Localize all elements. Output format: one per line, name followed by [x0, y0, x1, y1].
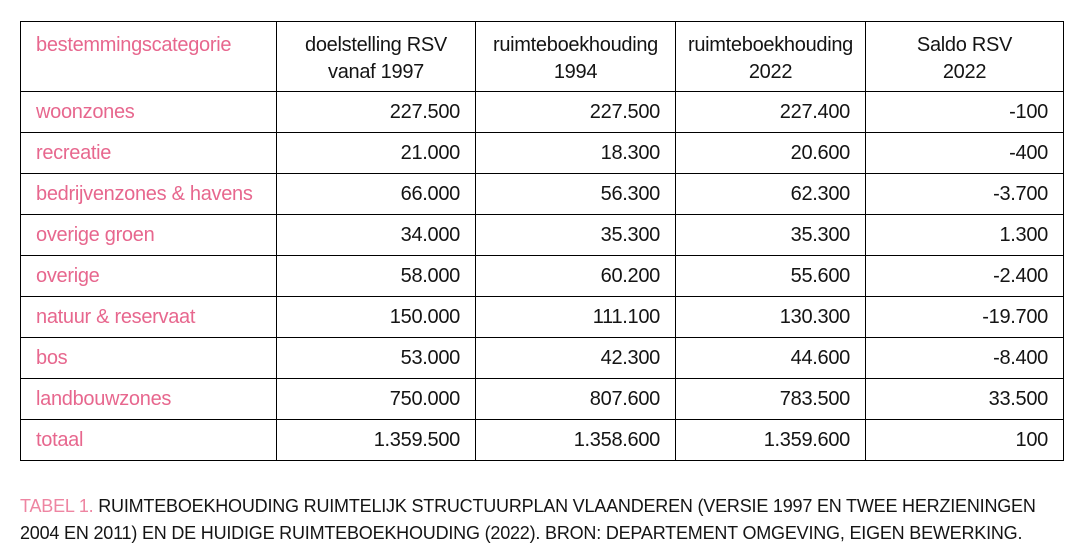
value-cell: 66.000: [277, 174, 476, 215]
value-cell: -2.400: [866, 256, 1064, 297]
value-cell: 44.600: [676, 338, 866, 379]
value-cell: 34.000: [277, 215, 476, 256]
value-cell: 1.359.600: [676, 420, 866, 461]
table-row: [21, 338, 1064, 379]
category-cell: totaal: [21, 420, 277, 461]
value-cell: -3.700: [866, 174, 1064, 215]
column-header-label: ruimteboekhouding: [687, 34, 854, 56]
column-header-sublabel: vanaf 1997: [328, 61, 424, 83]
value-cell: 100: [866, 420, 1064, 461]
value-cell: -400: [866, 133, 1064, 174]
caption-label: TABEL 1.: [20, 496, 94, 516]
category-cell: recreatie: [21, 133, 277, 174]
value-cell: 150.000: [277, 297, 476, 338]
value-cell: 58.000: [277, 256, 476, 297]
column-header-ruimteboekhouding-2022: [676, 22, 866, 92]
value-cell: 1.300: [866, 215, 1064, 256]
table-row: [21, 379, 1064, 420]
table-row: [21, 174, 1064, 215]
category-cell: landbouwzones: [21, 379, 277, 420]
column-header-sublabel: 2022: [942, 61, 987, 83]
value-cell: 53.000: [277, 338, 476, 379]
value-cell: 35.300: [676, 215, 866, 256]
column-header-bestemmingscategorie: [21, 22, 277, 92]
header-row: [21, 22, 1064, 92]
value-cell: 1.359.500: [277, 420, 476, 461]
value-cell: -19.700: [866, 297, 1064, 338]
value-cell: 130.300: [676, 297, 866, 338]
column-header-label: Saldo RSV: [916, 34, 1013, 56]
table-caption: [20, 493, 1063, 547]
caption-text-1: RUIMTEBOEKHOUDING RUIMTELIJK STRUCTUURPLAN VLAANDEREN (VERSIE 1997 EN TWEE HERZIENINGEN: [93, 496, 1036, 516]
category-cell: overige: [21, 256, 277, 297]
value-cell: -8.400: [866, 338, 1064, 379]
value-cell: 21.000: [277, 133, 476, 174]
value-cell: 33.500: [866, 379, 1064, 420]
category-cell: overige groen: [21, 215, 277, 256]
table-row: [21, 215, 1064, 256]
column-header-label: bestemmingscategorie: [36, 34, 232, 56]
table-row: [21, 256, 1064, 297]
value-cell: 227.400: [676, 92, 866, 133]
value-cell: -100: [866, 92, 1064, 133]
table-row-total: [21, 420, 1064, 461]
table-row: [21, 92, 1064, 133]
category-cell: woonzones: [21, 92, 277, 133]
value-cell: 111.100: [476, 297, 676, 338]
table-row: [21, 133, 1064, 174]
value-cell: 783.500: [676, 379, 866, 420]
value-cell: 750.000: [277, 379, 476, 420]
column-header-label: doelstelling RSV: [305, 34, 447, 56]
category-cell: bos: [21, 338, 277, 379]
value-cell: 55.600: [676, 256, 866, 297]
value-cell: 35.300: [476, 215, 676, 256]
value-cell: 42.300: [476, 338, 676, 379]
ruimteboekhouding-table: [20, 21, 1064, 461]
value-cell: 227.500: [476, 92, 676, 133]
value-cell: 56.300: [476, 174, 676, 215]
value-cell: 227.500: [277, 92, 476, 133]
category-cell: natuur & reservaat: [21, 297, 277, 338]
caption-line-2: 2004 EN 2011) EN DE HUIDIGE RUIMTEBOEKHOUDING (2022). BRON: DEPARTEMENT OMGEVING, EIGEN BEWERKING.: [20, 523, 1023, 543]
column-header-saldo-rsv-2022: [866, 22, 1064, 92]
category-cell: bedrijvenzones & havens: [21, 174, 277, 215]
column-header-sublabel: 1994: [553, 61, 598, 83]
value-cell: 62.300: [676, 174, 866, 215]
value-cell: 60.200: [476, 256, 676, 297]
value-cell: 20.600: [676, 133, 866, 174]
value-cell: 1.358.600: [476, 420, 676, 461]
value-cell: 18.300: [476, 133, 676, 174]
value-cell: 807.600: [476, 379, 676, 420]
column-header-sublabel: 2022: [748, 61, 793, 83]
caption-line-1: [20, 493, 1063, 520]
table-row: [21, 297, 1064, 338]
column-header-doelstelling-rsv: [277, 22, 476, 92]
column-header-label: ruimteboekhouding: [492, 34, 659, 56]
column-header-ruimteboekhouding-1994: [476, 22, 676, 92]
